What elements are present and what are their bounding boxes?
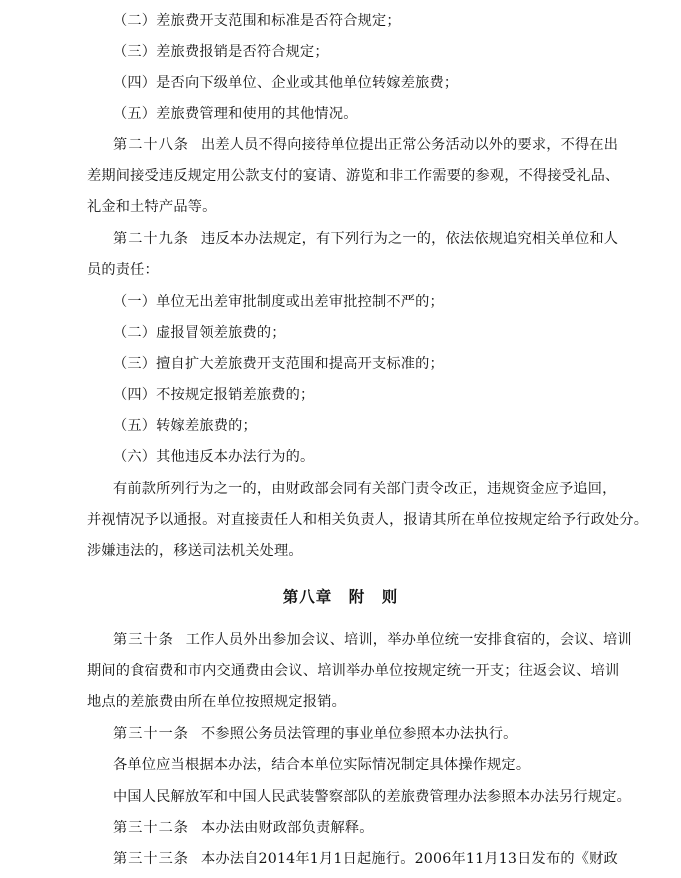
- article-number: 第二十八条: [113, 137, 189, 153]
- list-item: （五）转嫁差旅费的；: [113, 418, 257, 434]
- article-text: 本办法自2014年1月1日起施行。2006年11月13日发布的《财政: [200, 851, 618, 867]
- list-item: （四）是否向下级单位、企业或其他单位转嫁差旅费；: [113, 75, 459, 91]
- list-item: （一）单位无出差审批制度或出差审批控制不严的；: [113, 294, 444, 310]
- list-item: （三）差旅费报销是否符合规定；: [113, 44, 329, 60]
- article-33: [113, 849, 618, 869]
- article-text: 本办法由财政部负责解释。: [200, 820, 374, 836]
- list-item: （二）差旅费开支范围和标准是否符合规定；: [113, 13, 401, 29]
- article-number: 第三十二条: [113, 820, 189, 836]
- article-text: 工作人员外出参加会议、培训，举办单位统一安排食宿的，会议、培训: [185, 632, 632, 648]
- paragraph-line: 各单位应当根据本办法，结合本单位实际情况制定具体操作规定。: [113, 757, 531, 773]
- paragraph-line: 地点的差旅费由所在单位按照规定报销。: [87, 694, 346, 710]
- list-item: （四）不按规定报销差旅费的；: [113, 387, 315, 403]
- paragraph-line: 礼金和土特产品等。: [87, 199, 217, 215]
- paragraph-line: 期间的食宿费和市内交通费由会议、培训举办单位按规定统一开支；往返会议、培训: [87, 663, 620, 679]
- paragraph-line: 有前款所列行为之一的，由财政部会同有关部门责令改正，违规资金应予追回，: [113, 481, 617, 497]
- list-item: （六）其他违反本办法行为的。: [113, 449, 315, 465]
- article-28: [113, 135, 618, 155]
- article-text: 不参照公务员法管理的事业单位参照本办法执行。: [200, 726, 518, 742]
- list-item: （二）虚报冒领差旅费的；: [113, 325, 286, 341]
- list-item: （五）差旅费管理和使用的其他情况。: [113, 106, 358, 122]
- chapter-heading: 第八章 附 则: [282, 587, 399, 606]
- article-text: 出差人员不得向接待单位提出正常公务活动以外的要求，不得在出: [200, 137, 619, 153]
- article-32: [113, 818, 374, 838]
- article-text: 违反本办法规定，有下列行为之一的，依法依规追究相关单位和人: [200, 231, 619, 247]
- article-number: 第三十条: [113, 632, 174, 648]
- paragraph-line: 中国人民解放军和中国人民武装警察部队的差旅费管理办法参照本办法另行规定。: [113, 789, 631, 805]
- article-30: [113, 630, 632, 650]
- article-31: [113, 724, 517, 744]
- list-item: （三）擅自扩大差旅费开支范围和提高开支标准的；: [113, 356, 444, 372]
- paragraph-line: 差期间接受违反规定用公款支付的宴请、游览和非工作需要的参观，不得接受礼品、: [87, 168, 620, 184]
- paragraph-line: 员的责任：: [87, 262, 159, 278]
- paragraph-line: 并视情况予以通报。对直接责任人和相关负责人，报请其所在单位按规定给予行政处分。: [87, 512, 649, 528]
- article-number: 第三十三条: [113, 851, 189, 867]
- paragraph-line: 涉嫌违法的，移送司法机关处理。: [87, 543, 303, 559]
- article-number: 第二十九条: [113, 231, 189, 247]
- article-29: [113, 229, 618, 249]
- article-number: 第三十一条: [113, 726, 189, 742]
